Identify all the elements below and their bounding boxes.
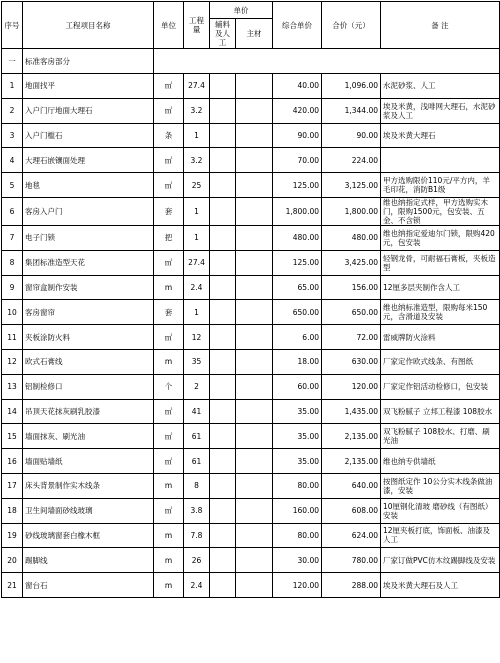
row-unit: m <box>154 349 184 374</box>
row-unit: 把 <box>154 225 184 250</box>
row-name: 床头背景制作实木线条 <box>23 473 154 498</box>
row-main-material <box>236 148 273 173</box>
table-row <box>2 449 500 474</box>
row-combined-price: 40.00 <box>273 74 322 99</box>
row-aux-labor <box>210 374 236 399</box>
row-aux-labor <box>210 325 236 350</box>
row-remark: 维也纳指定式样，甲方选购实木门，限购1500元，包安装、五金、不含锁 <box>381 197 500 225</box>
row-remark: 埃及米黄，浅啡网大理石，水泥砂浆及人工 <box>381 98 500 123</box>
row-remark: 12厘多层夹制作含人工 <box>381 275 500 300</box>
row-main-material <box>236 123 273 148</box>
table-row <box>2 573 500 598</box>
row-name: 地毯 <box>23 173 154 198</box>
table-row <box>2 250 500 275</box>
row-aux-labor <box>210 300 236 325</box>
row-remark: 雷威牌防火涂料 <box>381 325 500 350</box>
table-row <box>2 523 500 548</box>
row-seq: 7 <box>2 225 23 250</box>
row-aux-labor <box>210 173 236 198</box>
row-combined-price: 65.00 <box>273 275 322 300</box>
row-aux-labor <box>210 74 236 99</box>
row-main-material <box>236 573 273 598</box>
table-row <box>2 197 500 225</box>
row-total: 630.00 <box>322 349 381 374</box>
header-qty: 工程量 <box>184 2 210 49</box>
row-main-material <box>236 275 273 300</box>
row-name: 砂线玻璃窗套白橡木框 <box>23 523 154 548</box>
row-qty: 7.8 <box>184 523 210 548</box>
row-seq: 6 <box>2 197 23 225</box>
row-seq: 18 <box>2 498 23 523</box>
row-aux-labor <box>210 449 236 474</box>
row-total: 1,800.00 <box>322 197 381 225</box>
header-name: 工程项目名称 <box>23 2 154 49</box>
row-unit: 个 <box>154 374 184 399</box>
section-row <box>2 49 500 74</box>
row-remark: 双飞粉腻子 108胶水、打磨、刷光油 <box>381 424 500 449</box>
row-aux-labor <box>210 498 236 523</box>
row-unit: ㎡ <box>154 173 184 198</box>
row-combined-price: 480.00 <box>273 225 322 250</box>
row-remark: 维也纳标准造型，限购每米150元，含滑道及安装 <box>381 300 500 325</box>
row-name: 踢脚线 <box>23 548 154 573</box>
row-total: 3,125.00 <box>322 173 381 198</box>
row-main-material <box>236 523 273 548</box>
row-main-material <box>236 74 273 99</box>
row-name: 夹板涂防火料 <box>23 325 154 350</box>
row-total: 640.00 <box>322 473 381 498</box>
row-name: 集团标准造型天花 <box>23 250 154 275</box>
row-main-material <box>236 173 273 198</box>
row-unit: ㎡ <box>154 74 184 99</box>
row-qty: 2.4 <box>184 275 210 300</box>
row-unit: 套 <box>154 197 184 225</box>
row-total: 624.00 <box>322 523 381 548</box>
quotation-table <box>1 1 500 598</box>
row-main-material <box>236 325 273 350</box>
row-remark: 12厘夹板打底，饰面板、油漆及人工 <box>381 523 500 548</box>
row-combined-price: 6.00 <box>273 325 322 350</box>
row-total: 72.00 <box>322 325 381 350</box>
row-combined-price: 120.00 <box>273 573 322 598</box>
header-remark: 备 注 <box>381 2 500 49</box>
row-seq: 5 <box>2 173 23 198</box>
row-seq: 21 <box>2 573 23 598</box>
row-unit: ㎡ <box>154 148 184 173</box>
row-unit: ㎡ <box>154 449 184 474</box>
row-main-material <box>236 197 273 225</box>
row-name: 吊顶天花抹灰刷乳胶漆 <box>23 399 154 424</box>
row-remark: 维也纳指定爱迪尔门锁，限购420元，包安装 <box>381 225 500 250</box>
row-remark: 双飞粉腻子 立邦工程漆 108胶水 <box>381 399 500 424</box>
row-unit: m <box>154 473 184 498</box>
row-aux-labor <box>210 523 236 548</box>
row-qty: 3.2 <box>184 148 210 173</box>
row-unit: m <box>154 523 184 548</box>
row-combined-price: 125.00 <box>273 250 322 275</box>
row-name: 墙面抹灰、刷光油 <box>23 424 154 449</box>
row-total: 2,135.00 <box>322 449 381 474</box>
row-unit: ㎡ <box>154 424 184 449</box>
row-seq: 10 <box>2 300 23 325</box>
row-qty: 2.4 <box>184 573 210 598</box>
row-main-material <box>236 250 273 275</box>
row-remark: 轻钢龙骨，可耐福石膏板，夹板造型 <box>381 250 500 275</box>
row-combined-price: 160.00 <box>273 498 322 523</box>
row-main-material <box>236 399 273 424</box>
table-row <box>2 98 500 123</box>
row-main-material <box>236 349 273 374</box>
row-aux-labor <box>210 197 236 225</box>
table-row <box>2 424 500 449</box>
row-combined-price: 1,800.00 <box>273 197 322 225</box>
row-combined-price: 35.00 <box>273 399 322 424</box>
row-seq: 12 <box>2 349 23 374</box>
row-seq: 17 <box>2 473 23 498</box>
row-combined-price: 420.00 <box>273 98 322 123</box>
row-main-material <box>236 424 273 449</box>
row-aux-labor <box>210 250 236 275</box>
section-seq: 一 <box>2 49 23 74</box>
header-unit: 单位 <box>154 2 184 49</box>
row-aux-labor <box>210 573 236 598</box>
row-aux-labor <box>210 548 236 573</box>
table-row <box>2 225 500 250</box>
row-unit: m <box>154 275 184 300</box>
row-seq: 3 <box>2 123 23 148</box>
row-remark: 埃及米黄大理石及人工 <box>381 573 500 598</box>
row-unit: ㎡ <box>154 399 184 424</box>
row-main-material <box>236 498 273 523</box>
row-qty: 3.2 <box>184 98 210 123</box>
row-seq: 15 <box>2 424 23 449</box>
row-name: 窗帘盒制作安装 <box>23 275 154 300</box>
row-name: 大理石嵌镶面处理 <box>23 148 154 173</box>
row-name: 电子门锁 <box>23 225 154 250</box>
row-total: 3,425.00 <box>322 250 381 275</box>
header-row-1 <box>2 2 500 19</box>
row-unit: m <box>154 573 184 598</box>
row-qty: 41 <box>184 399 210 424</box>
row-total: 650.00 <box>322 300 381 325</box>
row-seq: 16 <box>2 449 23 474</box>
row-total: 1,344.00 <box>322 98 381 123</box>
table-row <box>2 173 500 198</box>
row-qty: 61 <box>184 449 210 474</box>
row-total: 156.00 <box>322 275 381 300</box>
row-name: 入户门槛石 <box>23 123 154 148</box>
row-total: 780.00 <box>322 548 381 573</box>
header-main-material: 主材 <box>236 19 273 49</box>
row-name: 客房窗帘 <box>23 300 154 325</box>
row-unit: m <box>154 548 184 573</box>
row-total: 120.00 <box>322 374 381 399</box>
row-combined-price: 35.00 <box>273 449 322 474</box>
row-total: 2,135.00 <box>322 424 381 449</box>
row-unit: ㎡ <box>154 98 184 123</box>
section-title: 标准客房部分 <box>23 49 154 74</box>
row-combined-price: 80.00 <box>273 523 322 548</box>
row-main-material <box>236 548 273 573</box>
row-qty: 2 <box>184 374 210 399</box>
row-unit: ㎡ <box>154 498 184 523</box>
row-total: 1,435.00 <box>322 399 381 424</box>
row-aux-labor <box>210 399 236 424</box>
row-remark: 甲方选购限价110元/平方内，羊毛印花，消防B1级 <box>381 173 500 198</box>
row-name: 欧式石膏线 <box>23 349 154 374</box>
row-name: 客房入户门 <box>23 197 154 225</box>
row-qty: 26 <box>184 548 210 573</box>
row-qty: 3.8 <box>184 498 210 523</box>
row-combined-price: 30.00 <box>273 548 322 573</box>
row-remark: 厂家定作欧式线条、有图纸 <box>381 349 500 374</box>
row-qty: 1 <box>184 123 210 148</box>
row-remark: 10厘钢化清玻 磨砂线（有图纸）安装 <box>381 498 500 523</box>
row-unit: 套 <box>154 300 184 325</box>
row-combined-price: 18.00 <box>273 349 322 374</box>
row-seq: 13 <box>2 374 23 399</box>
row-name: 墙面贴墙纸 <box>23 449 154 474</box>
row-main-material <box>236 300 273 325</box>
row-seq: 8 <box>2 250 23 275</box>
header-combined-price: 综合单价 <box>273 2 322 49</box>
table-row <box>2 374 500 399</box>
row-total: 480.00 <box>322 225 381 250</box>
row-aux-labor <box>210 123 236 148</box>
table-row <box>2 325 500 350</box>
row-qty: 12 <box>184 325 210 350</box>
section-blank <box>154 49 500 74</box>
row-remark: 按图纸定作 10公分实木线条做油漆，安装 <box>381 473 500 498</box>
row-seq: 1 <box>2 74 23 99</box>
row-aux-labor <box>210 98 236 123</box>
row-qty: 1 <box>184 197 210 225</box>
row-unit: 条 <box>154 123 184 148</box>
row-combined-price: 125.00 <box>273 173 322 198</box>
row-combined-price: 60.00 <box>273 374 322 399</box>
row-qty: 1 <box>184 300 210 325</box>
row-name: 入户门厅地面大理石 <box>23 98 154 123</box>
row-combined-price: 35.00 <box>273 424 322 449</box>
row-aux-labor <box>210 275 236 300</box>
table-row <box>2 300 500 325</box>
row-name: 地面找平 <box>23 74 154 99</box>
table-row <box>2 349 500 374</box>
row-aux-labor <box>210 473 236 498</box>
row-main-material <box>236 225 273 250</box>
row-seq: 2 <box>2 98 23 123</box>
row-combined-price: 70.00 <box>273 148 322 173</box>
row-seq: 19 <box>2 523 23 548</box>
row-aux-labor <box>210 148 236 173</box>
row-total: 288.00 <box>322 573 381 598</box>
table-row <box>2 275 500 300</box>
row-aux-labor <box>210 424 236 449</box>
row-qty: 27.4 <box>184 250 210 275</box>
row-total: 608.00 <box>322 498 381 523</box>
row-remark: 水泥砂浆、人工 <box>381 74 500 99</box>
table-row <box>2 74 500 99</box>
row-main-material <box>236 98 273 123</box>
table-row <box>2 123 500 148</box>
header-aux-labor: 辅料及人工 <box>210 19 236 49</box>
row-remark: 维也纳专供墙纸 <box>381 449 500 474</box>
row-qty: 8 <box>184 473 210 498</box>
row-main-material <box>236 449 273 474</box>
row-combined-price: 90.00 <box>273 123 322 148</box>
table-row <box>2 148 500 173</box>
row-total: 1,096.00 <box>322 74 381 99</box>
header-seq: 序号 <box>2 2 23 49</box>
row-total: 90.00 <box>322 123 381 148</box>
row-aux-labor <box>210 225 236 250</box>
row-remark: 厂家订做PVC仿木纹踢脚线及安装 <box>381 548 500 573</box>
row-seq: 14 <box>2 399 23 424</box>
row-qty: 27.4 <box>184 74 210 99</box>
row-total: 224.00 <box>322 148 381 173</box>
header-total: 合价（元） <box>322 2 381 49</box>
table-row <box>2 399 500 424</box>
header-unit-price: 单价 <box>210 2 273 19</box>
row-combined-price: 80.00 <box>273 473 322 498</box>
table-row <box>2 473 500 498</box>
row-aux-labor <box>210 349 236 374</box>
row-unit: ㎡ <box>154 325 184 350</box>
row-seq: 9 <box>2 275 23 300</box>
row-remark: 厂家定作铝活动检修口，包安装 <box>381 374 500 399</box>
row-name: 卫生间墙面砂线玻璃 <box>23 498 154 523</box>
row-qty: 25 <box>184 173 210 198</box>
row-main-material <box>236 374 273 399</box>
row-remark: 埃及米黄大理石 <box>381 123 500 148</box>
row-remark <box>381 148 500 173</box>
row-qty: 35 <box>184 349 210 374</box>
table-row <box>2 548 500 573</box>
row-name: 窗台石 <box>23 573 154 598</box>
row-combined-price: 650.00 <box>273 300 322 325</box>
row-qty: 1 <box>184 225 210 250</box>
table-row <box>2 498 500 523</box>
row-qty: 61 <box>184 424 210 449</box>
row-main-material <box>236 473 273 498</box>
row-seq: 20 <box>2 548 23 573</box>
row-seq: 4 <box>2 148 23 173</box>
row-name: 铝制检修口 <box>23 374 154 399</box>
row-seq: 11 <box>2 325 23 350</box>
row-unit: ㎡ <box>154 250 184 275</box>
